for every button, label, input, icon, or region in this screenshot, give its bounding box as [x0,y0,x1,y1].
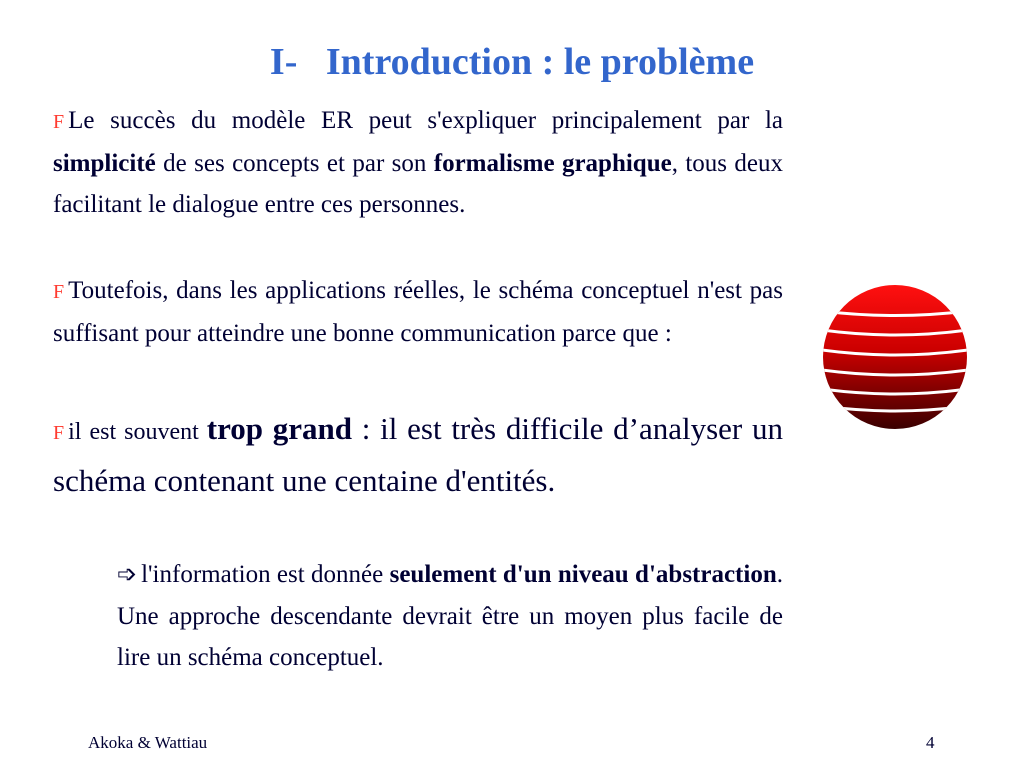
paragraph-text: : il est très difficile d’analyser un schéma contenant une centaine d'entités. [53,411,783,498]
bold-term-trop-grand: trop grand [206,411,353,446]
bullet-icon: F [53,422,65,444]
bullet-icon: F [53,111,65,133]
paragraph-toutefois [53,270,783,354]
paragraph-er-success [53,100,783,225]
paragraph-text: de ses concepts et par son [155,150,434,177]
footer-authors: Akoka & Wattiau [88,733,208,752]
page-number: 4 [926,733,935,752]
paragraph-text: Le succès du modèle ER peut s'expliquer principalement par la [68,107,783,134]
paragraph-text: il est souvent [68,419,207,445]
paragraph-text: . Une approche descendante devrait être un moyen plus facile de lire un schéma conceptuel. [117,561,783,671]
bold-term-formalisme: formalisme graphique [433,150,672,177]
paragraph-text: Toutefois, dans les applications réelles, le schéma conceptuel n'est pas suffisant pour atteindre une bonne communication parce que : [53,277,783,347]
arrow-bullet-icon: ➩ [117,562,138,588]
paragraph-trop-grand [53,405,783,504]
paragraph-text: , tous deux facilitant le dialogue entre ces personnes. [53,150,783,218]
bold-term-simplicite: simplicité [53,150,156,177]
paragraph-text: l'information est donnée [141,561,390,588]
striped-red-sphere-icon [822,284,968,430]
bullet-icon: F [53,281,65,303]
slide-title: I- Introduction : le problème [269,41,755,83]
bold-term-abstraction: seulement d'un niveau d'abstraction [389,561,777,588]
sub-paragraph-abstraction [117,554,783,678]
